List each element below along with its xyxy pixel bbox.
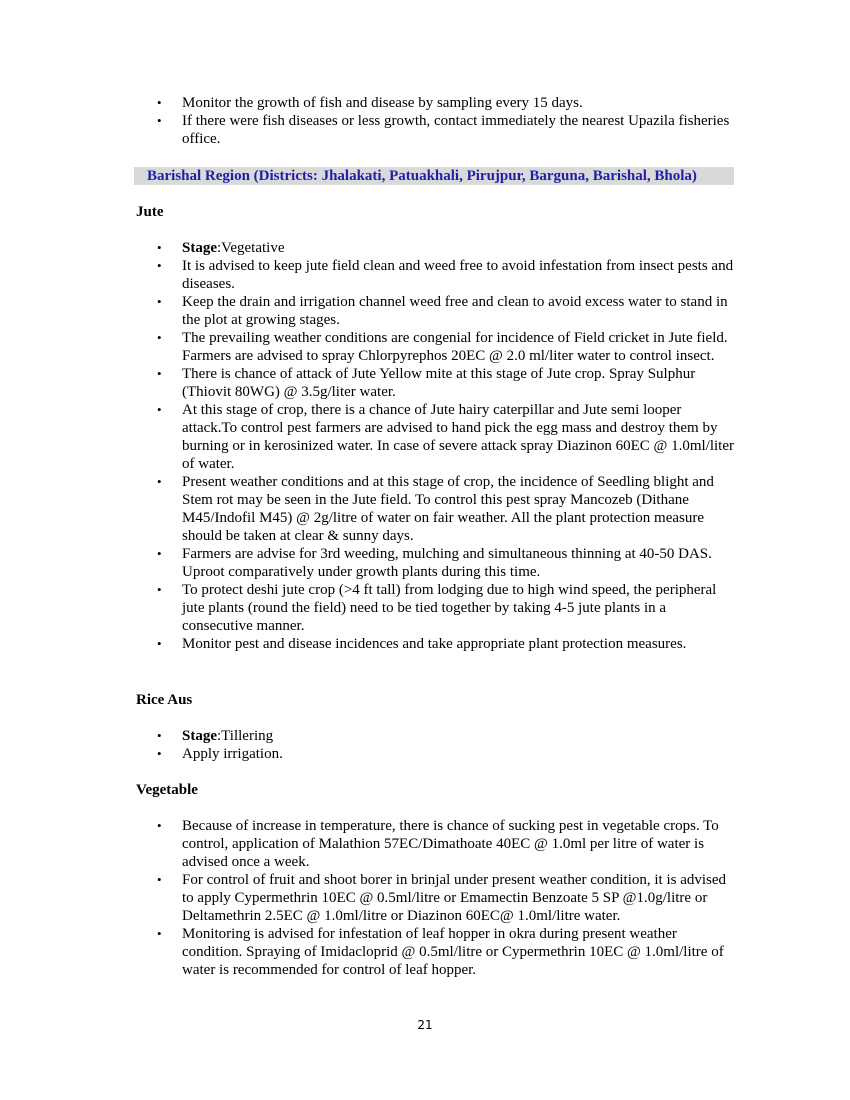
bullet-icon: •: [157, 258, 162, 273]
list-item: [136, 257, 736, 293]
bullet-icon: •: [157, 926, 162, 941]
list-item: [136, 473, 736, 545]
bullet-icon: •: [157, 366, 162, 381]
rice-aus-advice-list: [136, 727, 736, 763]
list-item-text: If there were fish diseases or less growth, contact immediately the nearest Upazila fisheries office.: [182, 113, 730, 147]
bullet-icon: •: [157, 636, 162, 651]
jute-advice-list: [136, 239, 736, 653]
list-item: [136, 925, 736, 979]
stage-value: :Tillering: [217, 728, 274, 744]
bullet-icon: •: [157, 240, 162, 255]
list-item-text: At this stage of crop, there is a chance of Jute hairy caterpillar and Jute semi looper attack.To control pest farmers are advised to hand pick the egg mass and destroy them by burning or in kerosinized water. In case of severe attack spray Diazinon 60EC @ 1.0ml/liter of water.: [182, 402, 734, 472]
list-item: [136, 401, 736, 473]
bullet-icon: •: [157, 818, 162, 833]
list-item: [136, 581, 736, 635]
bullet-icon: •: [157, 330, 162, 345]
list-item-text: Present weather conditions and at this stage of crop, the incidence of Seedling blight and Stem rot may be seen in the Jute field. To control this pest spray Mancozeb (Dithane M45/Indofil M45) @ 2g/litre of water on fair weather. All the plant protection measure should be taken at clear & sunny days.: [182, 474, 714, 544]
jute-heading: Jute: [136, 204, 164, 220]
list-item-text: Farmers are advise for 3rd weeding, mulching and simultaneous thinning at 40-50 DAS. Uproot comparatively under growth plants during this time.: [182, 546, 712, 580]
list-item: [136, 365, 736, 401]
list-item: [136, 871, 736, 925]
list-item-text: The prevailing weather conditions are congenial for incidence of Field cricket in Jute field. Farmers are advised to spray Chlorpyrephos 20EC @ 2.0 ml/liter water to control insect.: [182, 330, 728, 364]
list-item-text: Monitor the growth of fish and disease by sampling every 15 days.: [182, 95, 583, 111]
list-item-text: Keep the drain and irrigation channel weed free and clean to avoid excess water to stand in the plot at growing stages.: [182, 294, 728, 328]
bullet-icon: •: [157, 872, 162, 887]
bullet-icon: •: [157, 746, 162, 761]
page-number: 21: [417, 1018, 433, 1032]
vegetable-heading: Vegetable: [136, 782, 198, 798]
list-item-text: Apply irrigation.: [182, 746, 283, 762]
bullet-icon: •: [157, 546, 162, 561]
region-banner: Barishal Region (Districts: Jhalakati, Patuakhali, Pirujpur, Barguna, Barishal, Bhola): [134, 167, 734, 185]
bullet-icon: •: [157, 402, 162, 417]
stage-label: Stage: [182, 728, 217, 744]
fisheries-advice-list: [136, 94, 736, 148]
list-item: [136, 545, 736, 581]
bullet-icon: •: [157, 294, 162, 309]
list-item-text: For control of fruit and shoot borer in brinjal under present weather condition, it is advised to apply Cypermethrin 10EC @ 0.5ml/litre or Emamectin Benzoate 5 SP @1.0g/litre or Deltamethrin 2.5EC @ 1.0ml/litre or Diazinon 60EC@ 1.0ml/litre water.: [182, 872, 727, 924]
list-item: [136, 745, 736, 763]
vegetable-advice-list: [136, 817, 736, 979]
list-item: [136, 329, 736, 365]
list-item: [136, 293, 736, 329]
list-item: [136, 112, 736, 148]
bullet-icon: •: [157, 728, 162, 743]
stage-label: Stage: [182, 240, 217, 256]
list-item-text: Because of increase in temperature, there is chance of sucking pest in vegetable crops. To control, application of Malathion 57EC/Dimathoate 40EC @ 1.0ml per litre of water is advised once a week.: [182, 818, 719, 870]
list-item-text: Monitoring is advised for infestation of leaf hopper in okra during present weather condition. Spraying of Imidacloprid @ 0.5ml/litre or Cypermethrin 10EC @ 1.0ml/litre of water is recommended for control of leaf hopper.: [182, 926, 724, 978]
list-item: [136, 635, 736, 653]
list-item-text: Monitor pest and disease incidences and take appropriate plant protection measures.: [182, 636, 687, 652]
bullet-icon: •: [157, 95, 162, 110]
bullet-icon: •: [157, 474, 162, 489]
list-item: [136, 239, 736, 257]
stage-value: :Vegetative: [217, 240, 285, 256]
list-item: [136, 727, 736, 745]
list-item-text: To protect deshi jute crop (>4 ft tall) from lodging due to high wind speed, the peripheral jute plants (round the field) need to be tied together by taking 4-5 jute plants in a consecutive manner.: [182, 582, 717, 634]
list-item: [136, 817, 736, 871]
bullet-icon: •: [157, 113, 162, 128]
list-item-text: There is chance of attack of Jute Yellow mite at this stage of Jute crop. Spray Sulphur (Thiovit 80WG) @ 3.5g/liter water.: [182, 366, 696, 400]
rice-aus-heading: Rice Aus: [136, 692, 193, 708]
list-item-text: It is advised to keep jute field clean and weed free to avoid infestation from insect pests and diseases.: [182, 258, 734, 292]
list-item: [136, 94, 736, 112]
bullet-icon: •: [157, 582, 162, 597]
